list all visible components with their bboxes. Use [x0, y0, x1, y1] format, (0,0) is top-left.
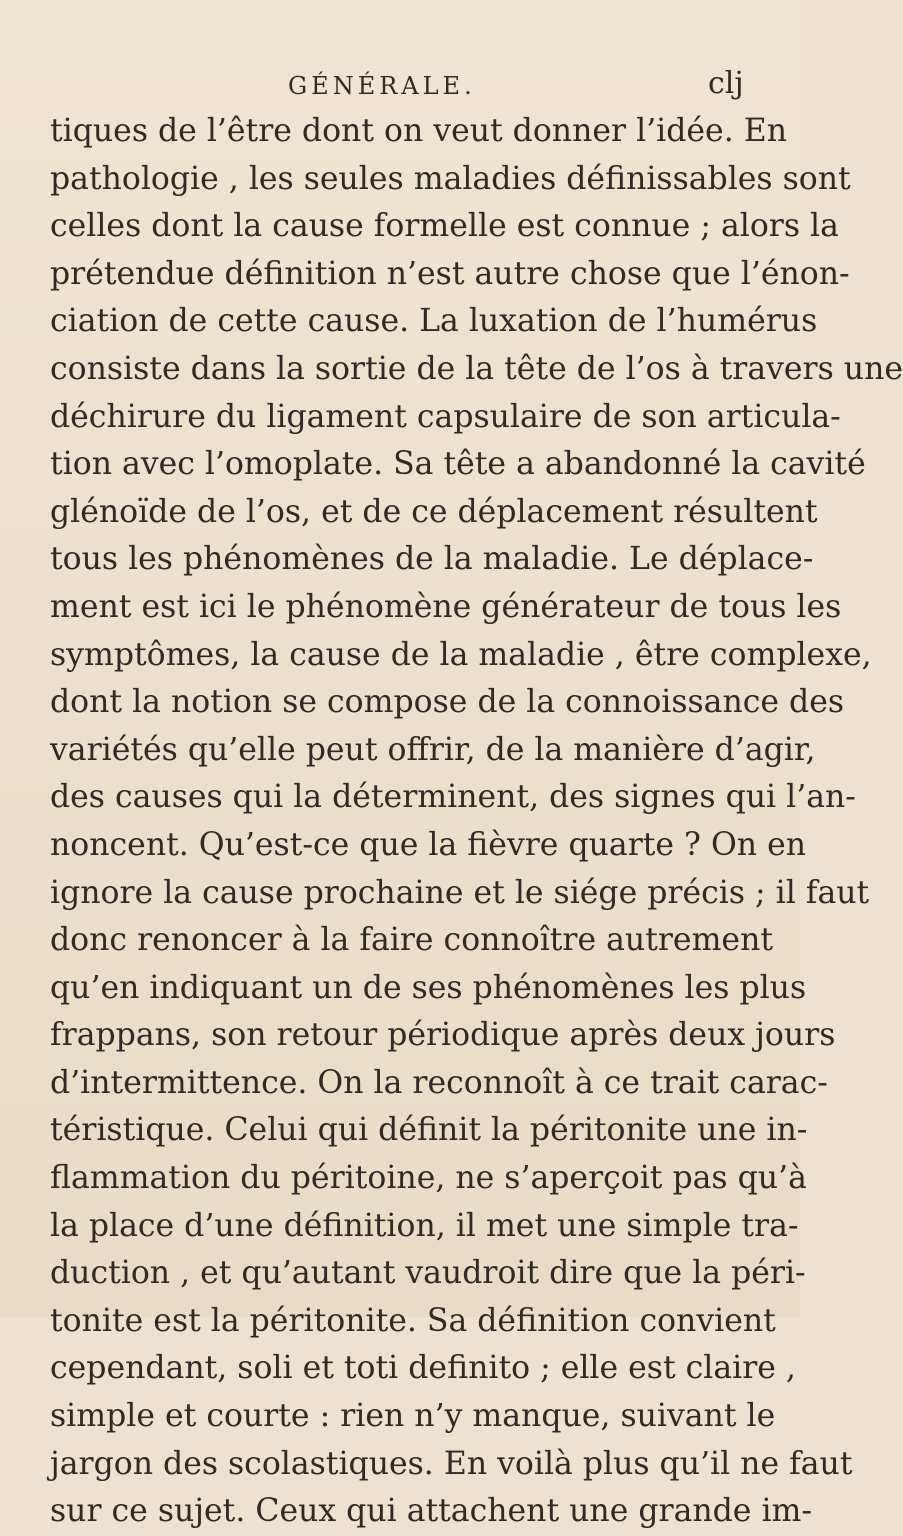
running-head: [0, 64, 800, 104]
text-line: tion avec l’omoplate. Sa tête a abandonné la cavité: [50, 446, 866, 483]
text-line: ciation de cette cause. La luxation de l’humérus: [50, 303, 818, 340]
text-line: pathologie , les seules maladies définissables sont: [50, 160, 851, 197]
text-line: ignore la cause prochaine et le siége précis ; il faut: [50, 874, 870, 911]
text-line: tiques de l’être dont on veut donner l’idée. En: [50, 113, 788, 149]
text-line: des causes qui la déterminent, des signes qui l’an-: [50, 779, 856, 816]
text-line: donc renoncer à la faire connoître autrement: [50, 922, 774, 959]
signature-mark: clj: [708, 66, 744, 101]
text-line: qu’en indiquant un de ses phénomènes les plus: [50, 969, 807, 1006]
body-text: [50, 108, 903, 1536]
text-line: la place d’une définition, il met une simple tra-: [50, 1207, 799, 1244]
text-line: celles dont la cause formelle est connue ; alors la: [50, 208, 839, 245]
text-line: symptômes, la cause de la maladie , être complexe,: [50, 636, 872, 673]
text-line: d’intermittence. On la reconnoît à ce trait carac-: [50, 1064, 828, 1101]
text-line: duction , et qu’autant vaudroit dire que la péri-: [50, 1255, 806, 1292]
text-line: prétendue définition n’est autre chose que l’énon-: [50, 255, 850, 292]
text-line: glénoïde de l’os, et de ce déplacement résultent: [50, 493, 818, 530]
text-line: frappans, son retour périodique après deux jours: [50, 1017, 836, 1054]
text-line: téristique. Celui qui définit la péritonite une in-: [50, 1112, 808, 1149]
text-line: consiste dans la sortie de la tête de l’os à travers une: [50, 350, 903, 387]
text-line: jargon des scolastiques. En voilà plus qu’il ne faut: [50, 1445, 853, 1482]
text-line: noncent. Qu’est-ce que la fièvre quarte ? On en: [50, 826, 807, 863]
text-line: variétés qu’elle peut offrir, de la manière d’agir,: [50, 731, 816, 768]
text-line: simple et courte : rien n’y manque, suivant le: [50, 1398, 776, 1435]
text-line: tous les phénomènes de la maladie. Le déplace-: [50, 541, 814, 578]
text-line: ment est ici le phénomène générateur de tous les: [50, 588, 842, 625]
running-title: GÉNÉRALE.: [288, 72, 476, 100]
text-line: déchirure du ligament capsulaire de son articula-: [50, 398, 841, 435]
text-line: flammation du péritoine, ne s’aperçoit pas qu’à: [50, 1160, 807, 1197]
text-line: sur ce sujet. Ceux qui attachent une grande im-: [50, 1493, 813, 1530]
text-line: cependant, soli et toti definito ; elle est claire ,: [50, 1350, 796, 1387]
text-line: dont la notion se compose de la connoissance des: [50, 684, 845, 721]
text-line: tonite est la péritonite. Sa définition convient: [50, 1302, 776, 1339]
